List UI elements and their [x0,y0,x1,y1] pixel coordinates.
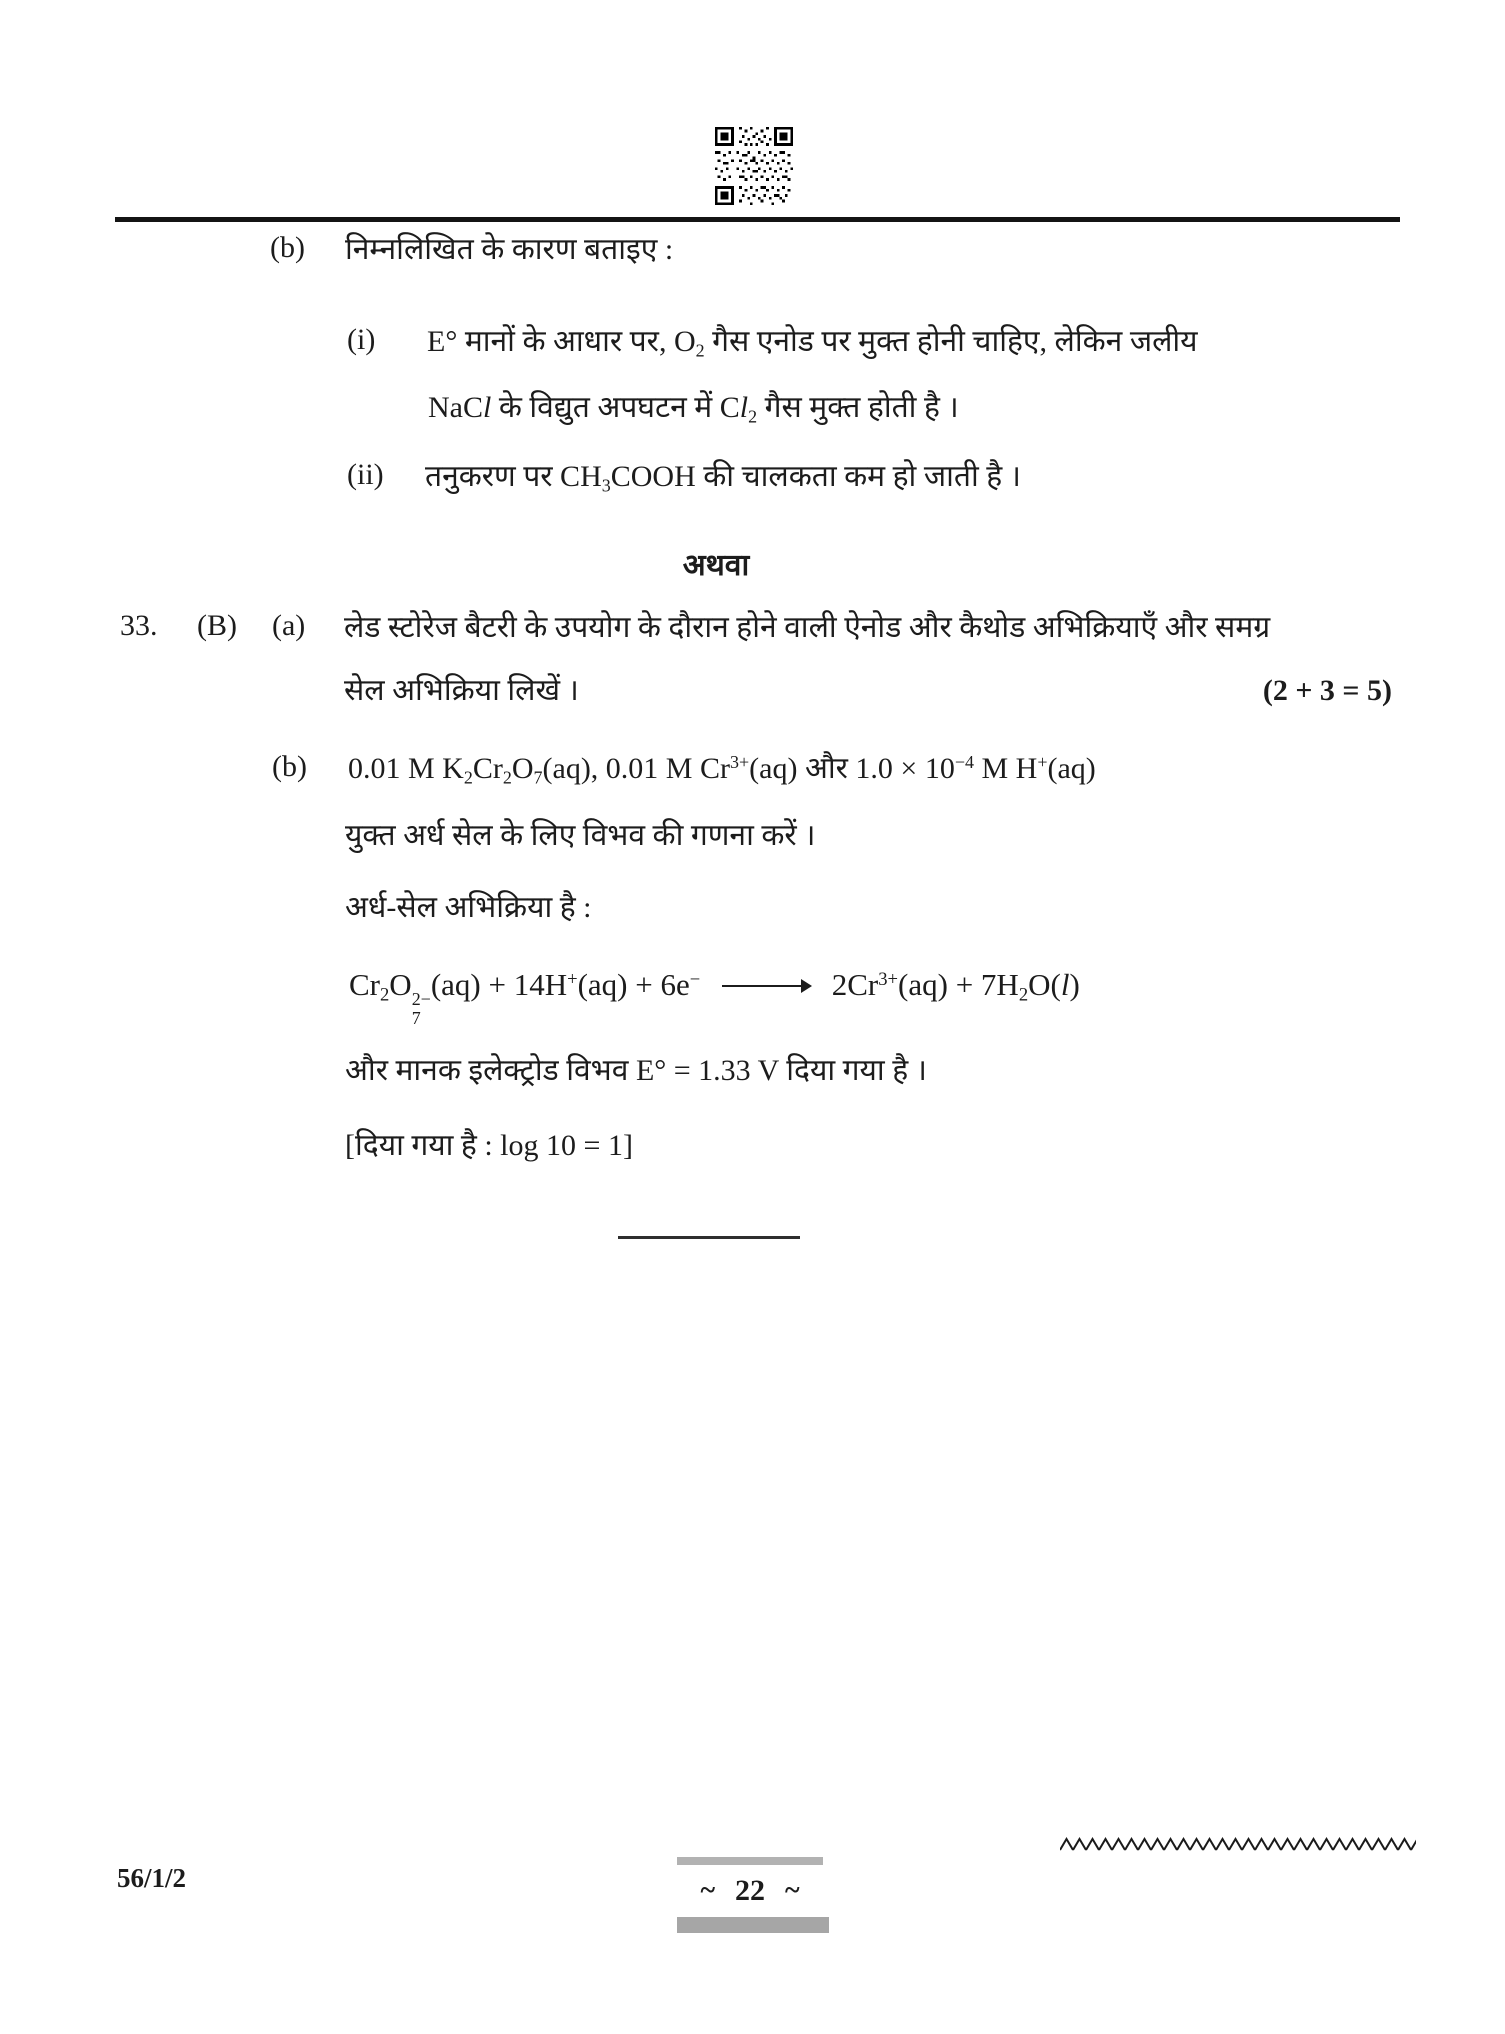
half-cell-equation: $Cr_2O$ 2− 7 (aq) + 14H+(aq) + 6e− $2Cr^{3+}(aq) + 7H_2O(l)$ [349,967,1080,1028]
part-b33-line3: अर्ध-सेल अभिक्रिया है : [345,891,592,924]
sub-ii-label: (ii) [347,458,384,491]
zigzag-line-icon [1060,1836,1416,1854]
marks-badge: (2 + 3 = 5) [1262,674,1392,707]
page-tilde-left: ~ [700,1875,715,1906]
top-rule [115,217,1400,222]
page-number-value: 22 [735,1874,765,1907]
sub-i-line1: E° मानों के आधार पर, $O_2$ गैस एनोड पर मुक्त होनी चाहिए, लेकिन जलीय [427,325,1198,361]
part-b-label: (b) [270,231,305,264]
sub-i-line2: NaCl के विद्युत अपघटन में $Cl_2$ गैस मुक्त होती है । [428,391,959,427]
part-b33-line2: युक्त अर्ध सेल के लिए विभव की गणना करें । [345,819,816,852]
section-divider [618,1236,800,1239]
page-tilde-right: ~ [785,1875,800,1906]
sub-ii-line: तनुकरण पर $CH_3COOH$ की चालकता कम हो जाती है । [425,460,1022,496]
page-number-bottom-bar [677,1917,829,1933]
qr-code-icon [714,127,794,205]
part-a-line1: लेड स्टोरेज बैटरी के उपयोग के दौरान होने वाली ऐनोड और कैथोड अभिक्रियाएँ और समग्र [344,611,1271,644]
paper-code: 56/1/2 [117,1863,187,1893]
page-number-top-bar [677,1857,823,1865]
part-a-line2-row [344,672,1392,710]
part-b33-line5: [दिया गया है : log 10 = 1] [345,1129,633,1162]
question-33-number: 33. [120,609,158,642]
part-a-label: (a) [272,609,306,642]
sub-i-label: (i) [347,323,376,356]
part-b33-line4: और मानक इलेक्ट्रोड विभव E° = 1.33 V दिया गया है । [345,1054,927,1087]
part-b33-line1: 0.01 M $K_2Cr_2O_7(aq)$, 0.01 M $Cr^{3+}(aq)$ और $1.0 \times 10^{-4}$ M H+(aq) [348,752,1096,788]
question-33-option: (B) [197,609,237,642]
part-a-line2: सेल अभिक्रिया लिखें । [344,674,579,707]
or-separator: अथवा [682,549,750,582]
page-number [672,1869,828,1913]
part-b33-label: (b) [272,750,307,783]
part-b-prompt: निम्नलिखित के कारण बताइए : [345,233,674,266]
